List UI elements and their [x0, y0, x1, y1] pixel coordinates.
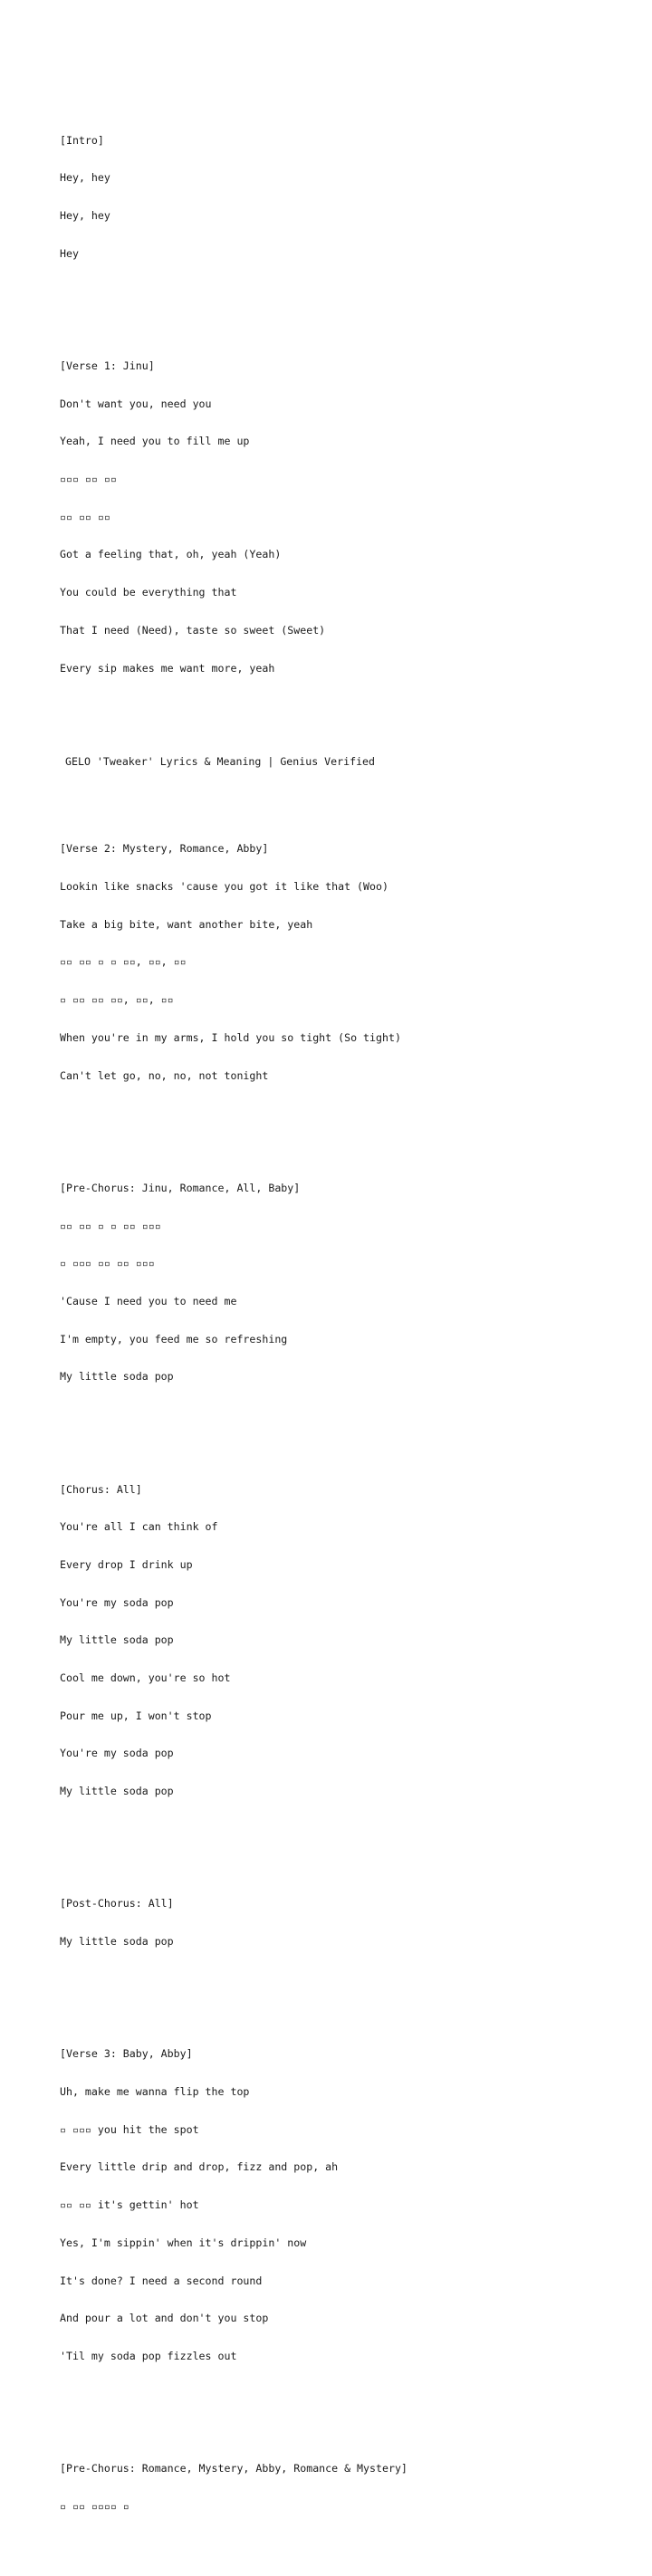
related-article-banner: GELO 'Tweaker' Lyrics & Meaning | Genius Verified [65, 754, 376, 768]
section-header-post-chorus: [Post-Chorus: All] [60, 1897, 174, 1910]
section-header-verse-3: [Verse 3: Baby, Abby] [60, 2047, 193, 2061]
pre-chorus-1-section [60, 1157, 639, 1409]
section-header-chorus: [Chorus: All] [60, 1482, 142, 1496]
lyric-line: My little soda pop [60, 1935, 174, 1949]
section-header-pre-chorus: [Pre-Chorus: Jinu, Romance, All, Baby] [60, 1181, 301, 1194]
lyric-line: Yes, I'm sippin' when it's drippin' now [60, 2236, 307, 2249]
lyric-line: ▫▫▫ ▫▫ ▫▫ [60, 472, 117, 485]
section-header-intro: [Intro] [60, 133, 104, 147]
lyric-line: ▫▫ ▫▫ ▫ ▫ ▫▫, ▫▫, ▫▫ [60, 955, 187, 969]
lyric-line: Take a big bite, want another bite, yeah [60, 917, 313, 931]
lyric-line: It's done? I need a second round [60, 2274, 263, 2287]
lyric-line: ▫ ▫▫ ▫▫ ▫▫, ▫▫, ▫▫ [60, 993, 174, 1007]
lyric-line: My little soda pop [60, 1785, 174, 1798]
lyric-line: Yeah, I need you to fill me up [60, 435, 250, 448]
lyric-line: Cool me down, you're so hot [60, 1671, 231, 1685]
verse-1-section [60, 335, 639, 700]
lyric-line: Hey, hey [60, 208, 110, 222]
lyric-line: Lookin like snacks 'cause you got it like that (Woo) [60, 880, 388, 894]
lyric-line: ▫▫ ▫▫ ▫▫ [60, 510, 110, 523]
lyrics-text [60, 72, 639, 2576]
lyric-line: You're all I can think of [60, 1520, 218, 1534]
lyric-line: Hey, hey [60, 171, 110, 185]
lyric-line: ▫ ▫▫▫ ▫▫ ▫▫ ▫▫▫ [60, 1257, 155, 1270]
intro-section [60, 110, 639, 286]
verse-2-section [60, 819, 639, 1108]
lyric-line: You're my soda pop [60, 1747, 174, 1760]
verse-3-section [60, 2024, 639, 2389]
chorus-section [60, 1459, 639, 1824]
lyric-line: ▫ ▫▫▫ you hit the spot [60, 2122, 199, 2136]
lyric-line: When you're in my arms, I hold you so tight (So tight) [60, 1030, 401, 1044]
lyric-line: 'Til my soda pop fizzles out [60, 2349, 237, 2362]
lyric-line: Don't want you, need you [60, 397, 212, 410]
pre-chorus-2-section [60, 2437, 639, 2538]
section-header-verse-2: [Verse 2: Mystery, Romance, Abby] [60, 842, 269, 856]
lyric-line: Every drop I drink up [60, 1557, 193, 1571]
lyric-line: You're my soda pop [60, 1595, 174, 1609]
lyric-line: Can't let go, no, no, not tonight [60, 1068, 269, 1082]
lyric-line: And pour a lot and don't you stop [60, 2312, 269, 2325]
lyric-line: ▫ ▫▫ ▫▫▫▫ ▫ [60, 2499, 129, 2513]
lyric-line: Got a feeling that, oh, yeah (Yeah) [60, 548, 282, 561]
lyric-line: 'Cause I need you to need me [60, 1294, 237, 1307]
lyric-line: You could be everything that [60, 586, 237, 599]
lyric-line: That I need (Need), taste so sweet (Sweet) [60, 623, 326, 637]
lyric-line: I'm empty, you feed me so refreshing [60, 1332, 288, 1345]
section-header-pre-chorus: [Pre-Chorus: Romance, Mystery, Abby, Romance & Mystery] [60, 2462, 408, 2475]
lyric-line: My little soda pop [60, 1370, 174, 1384]
lyric-line: Hey [60, 246, 79, 260]
lyric-line: ▫▫ ▫▫ ▫ ▫ ▫▫ ▫▫▫ [60, 1219, 161, 1232]
lyric-line: Uh, make me wanna flip the top [60, 2085, 250, 2099]
lyric-line: Every sip makes me want more, yeah [60, 661, 275, 675]
section-header-verse-1: [Verse 1: Jinu] [60, 359, 155, 372]
lyric-line: Pour me up, I won't stop [60, 1709, 212, 1722]
post-chorus-section [60, 1873, 639, 1974]
lyric-line: Every little drip and drop, fizz and pop, ah [60, 2160, 339, 2174]
lyric-line: My little soda pop [60, 1633, 174, 1647]
lyric-line: ▫▫ ▫▫ it's gettin' hot [60, 2198, 199, 2212]
